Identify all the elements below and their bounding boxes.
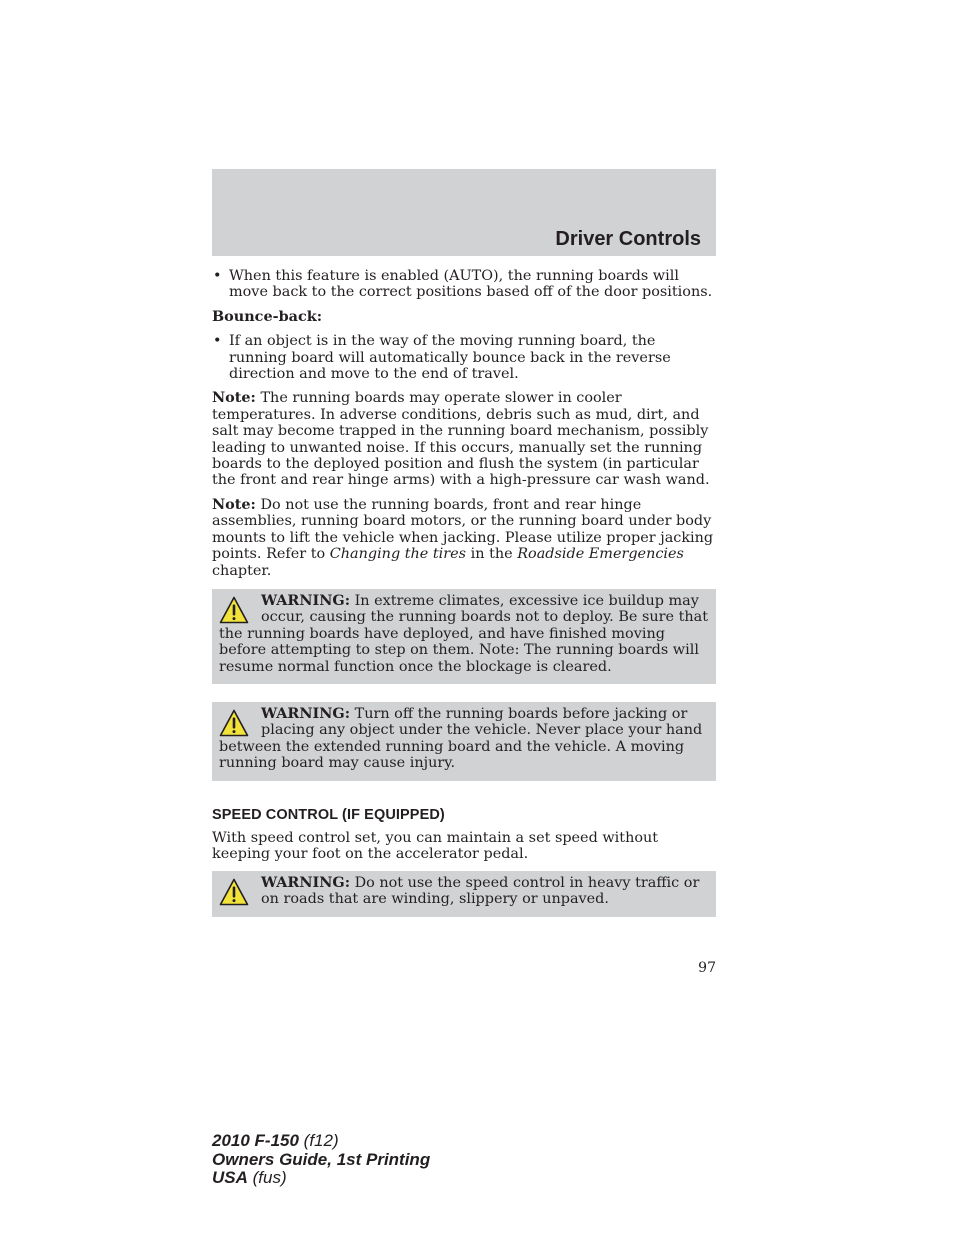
page-number: 97 [698,960,716,976]
footer-market-code: (fus) [247,1168,287,1187]
warning-triangle-icon [219,709,249,737]
cross-reference-link: Changing the tires [329,546,467,563]
note-text: Do not use the running boards, front and rear hinge assemblies, running board motors, or the running board under body mounts to lift the vehicle when jacking. Please utilize proper jacking points. Refer to [212,496,714,563]
bullet-item [212,333,716,382]
section-heading: SPEED CONTROL (IF EQUIPPED) [212,806,445,823]
warning-title: WARNING: [261,704,351,722]
footer-edition: Owners Guide, 1st Printing [212,1149,431,1169]
bullet-text: When this feature is enabled (AUTO), the running boards will move back to the correct positions based off of the door positions. [229,268,713,301]
warning-triangle-icon [219,878,249,906]
section-title: Driver Controls [555,228,701,250]
warning-text: In extreme climates, excessive ice buildup may occur, causing the running boards not to deploy. Be sure that the running boards have deployed, and have finished moving before attempting to step on them. Note: The running boards will resume normal function once the blockage is cleared. [219,592,709,675]
footer-line-market [212,1169,430,1188]
note-label: Note: [212,389,256,407]
footer-model: 2010 F-150 [212,1131,299,1150]
warning-title: WARNING: [261,873,351,891]
bounce-back-label [212,309,716,325]
warning-box [212,871,716,917]
warning-box [212,702,716,781]
cross-reference-link: Roadside Emergencies [517,546,684,563]
note-paragraph [212,390,716,488]
bullet-text: If an object is in the way of the moving running board, the running board will automatically bounce back in the reverse direction and move to the end of travel. [229,333,671,383]
page-content [212,268,716,935]
note-text: in the [466,546,518,563]
note-paragraph [212,497,716,579]
footer-line-edition [212,1151,430,1170]
speed-control-intro: With speed control set, you can maintain a set speed without keeping your foot on the accelerator pedal. [212,829,659,863]
warning-box [212,589,716,684]
note-text: chapter. [212,562,272,579]
warning-text: Turn off the running boards before jacking or placing any object under the vehicle. Never place your hand between the extended running board and the vehicle. A moving running board may cause injury. [219,705,703,772]
bullet-item [212,268,716,301]
section-header-band [212,169,716,256]
bounce-back-label-text: Bounce-back: [212,307,323,325]
footer-line-model [212,1132,430,1151]
warning-title: WARNING: [261,591,351,609]
footer-market: USA [212,1168,248,1187]
footer-model-code: (f12) [298,1131,339,1150]
note-label: Note: [212,495,256,513]
warning-triangle-icon [219,596,249,624]
note-text: The running boards may operate slower in cooler temperatures. In adverse conditions, debris such as mud, dirt, and salt may become trapped in the running board mechanism, possibly leading to unwanted noise. If this occurs, manually set the running boards to the deployed position and flush the system (in particular the front and rear hinge arms) with a high-pressure car wash wand. [212,390,710,489]
document-footer [212,1132,430,1188]
warning-text: Do not use the speed control in heavy traffic or on roads that are winding, slippery or unpaved. [261,874,700,908]
